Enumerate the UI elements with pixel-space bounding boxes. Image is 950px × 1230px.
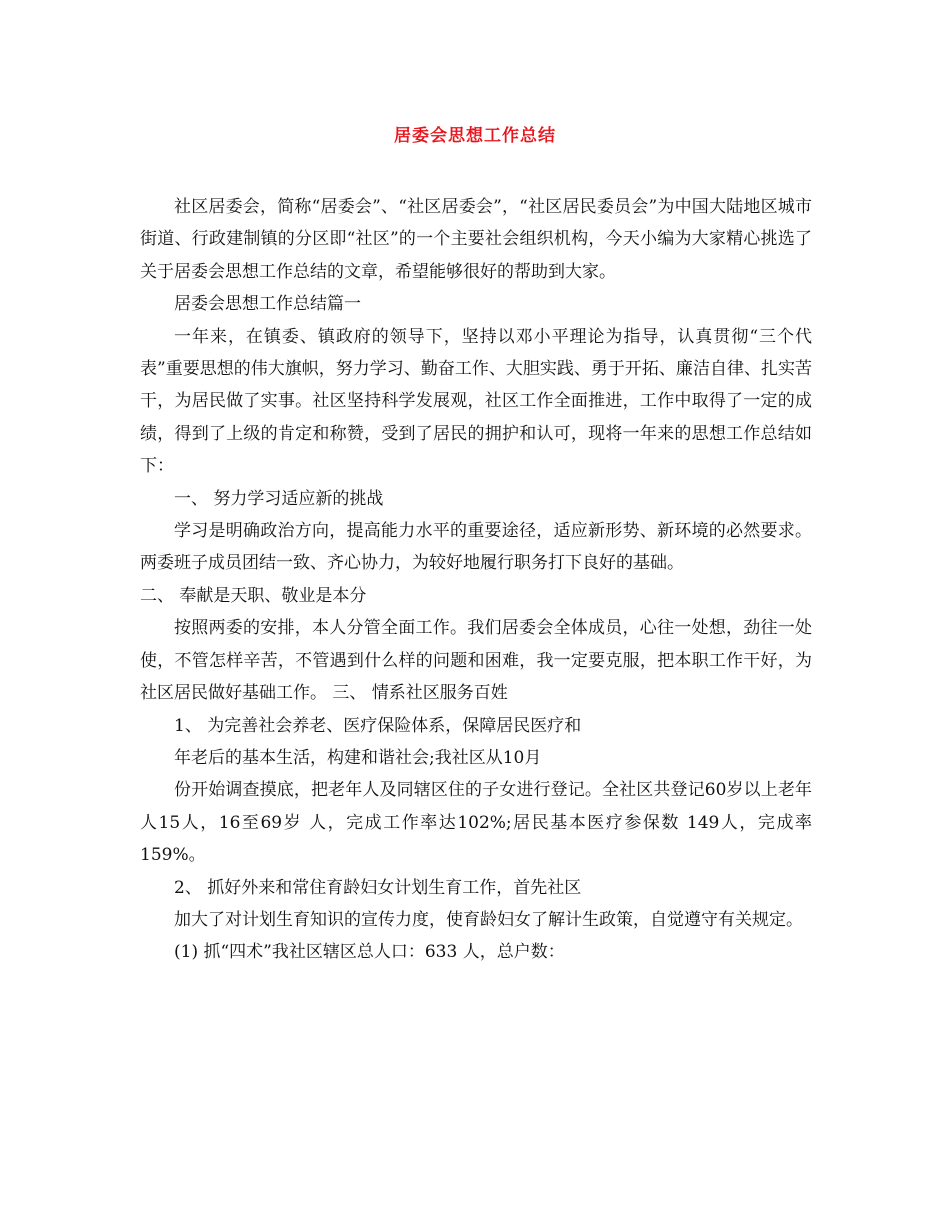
paragraph: 份开始调查摸底，把老年人及同辖区住的子女进行登记。全社区共登记60岁以上老年人15人，16至69岁 人，完成工作率达102%;居民基本医疗参保数 149人，完成率159%。 bbox=[140, 780, 812, 866]
paragraph: 年老后的基本生活，构建和谐社会;我社区从10月 bbox=[174, 747, 542, 768]
paragraph: 二、 奉献是天职、敬业是本分 bbox=[140, 585, 367, 606]
paragraph: 居委会思想工作总结篇一 bbox=[174, 294, 361, 315]
paragraph: 按照两委的安排，本人分管全面工作。我们居委会全体成员，心往一处想，劲往一处使，不管怎样辛苦，不管遇到什么样的问题和困难，我一定要克服，把本职工作干好，为社区居民做好基础工作。 三、 情系社区服务百姓 bbox=[140, 618, 812, 704]
paragraph: 加大了对计划生育知识的宣传力度，使育龄妇女了解计生政策，自觉遵守有关规定。 bbox=[174, 909, 803, 930]
document-title: 居委会思想工作总结 bbox=[394, 126, 556, 146]
paragraph: 一年来，在镇委、镇政府的领导下，坚持以邓小平理论为指导，认真贯彻“三个代表”重要思想的伟大旗帜，努力学习、勤奋工作、大胆实践、勇于开拓、廉洁自律、扎实苦干，为居民做了实事。社区坚持科学发展观，社区工作全面推进，工作中取得了一定的成绩，得到了上级的肯定和称赞，受到了居民的拥护和认可，现将一年来的思想工作总结如下： bbox=[140, 326, 812, 477]
paragraph: 1、 为完善社会养老、医疗保险体系，保障居民医疗和 bbox=[174, 715, 582, 736]
paragraph: 社区居委会，简称“居委会”、“社区居委会”，“社区居民委员会”为中国大陆地区城市街道、行政建制镇的分区即“社区”的一个主要社会组织机构，今天小编为大家精心挑选了关于居委会思想工作总结的文章，希望能够很好的帮助到大家。 bbox=[140, 197, 812, 282]
document-body bbox=[140, 191, 812, 969]
paragraph: 学习是明确政治方向，提高能力水平的重要途径，适应新形势、新环境的必然要求。两委班子成员团结一致、齐心协力，为较好地履行职务打下良好的基础。 bbox=[140, 521, 812, 574]
paragraph: 2、 抓好外来和常住育龄妇女计划生育工作，首先社区 bbox=[174, 877, 582, 898]
paragraph: (1) 抓“四术”我社区辖区总人口：633 人，总户数： bbox=[174, 942, 565, 963]
paragraph: 一、 努力学习适应新的挑战 bbox=[174, 488, 384, 509]
